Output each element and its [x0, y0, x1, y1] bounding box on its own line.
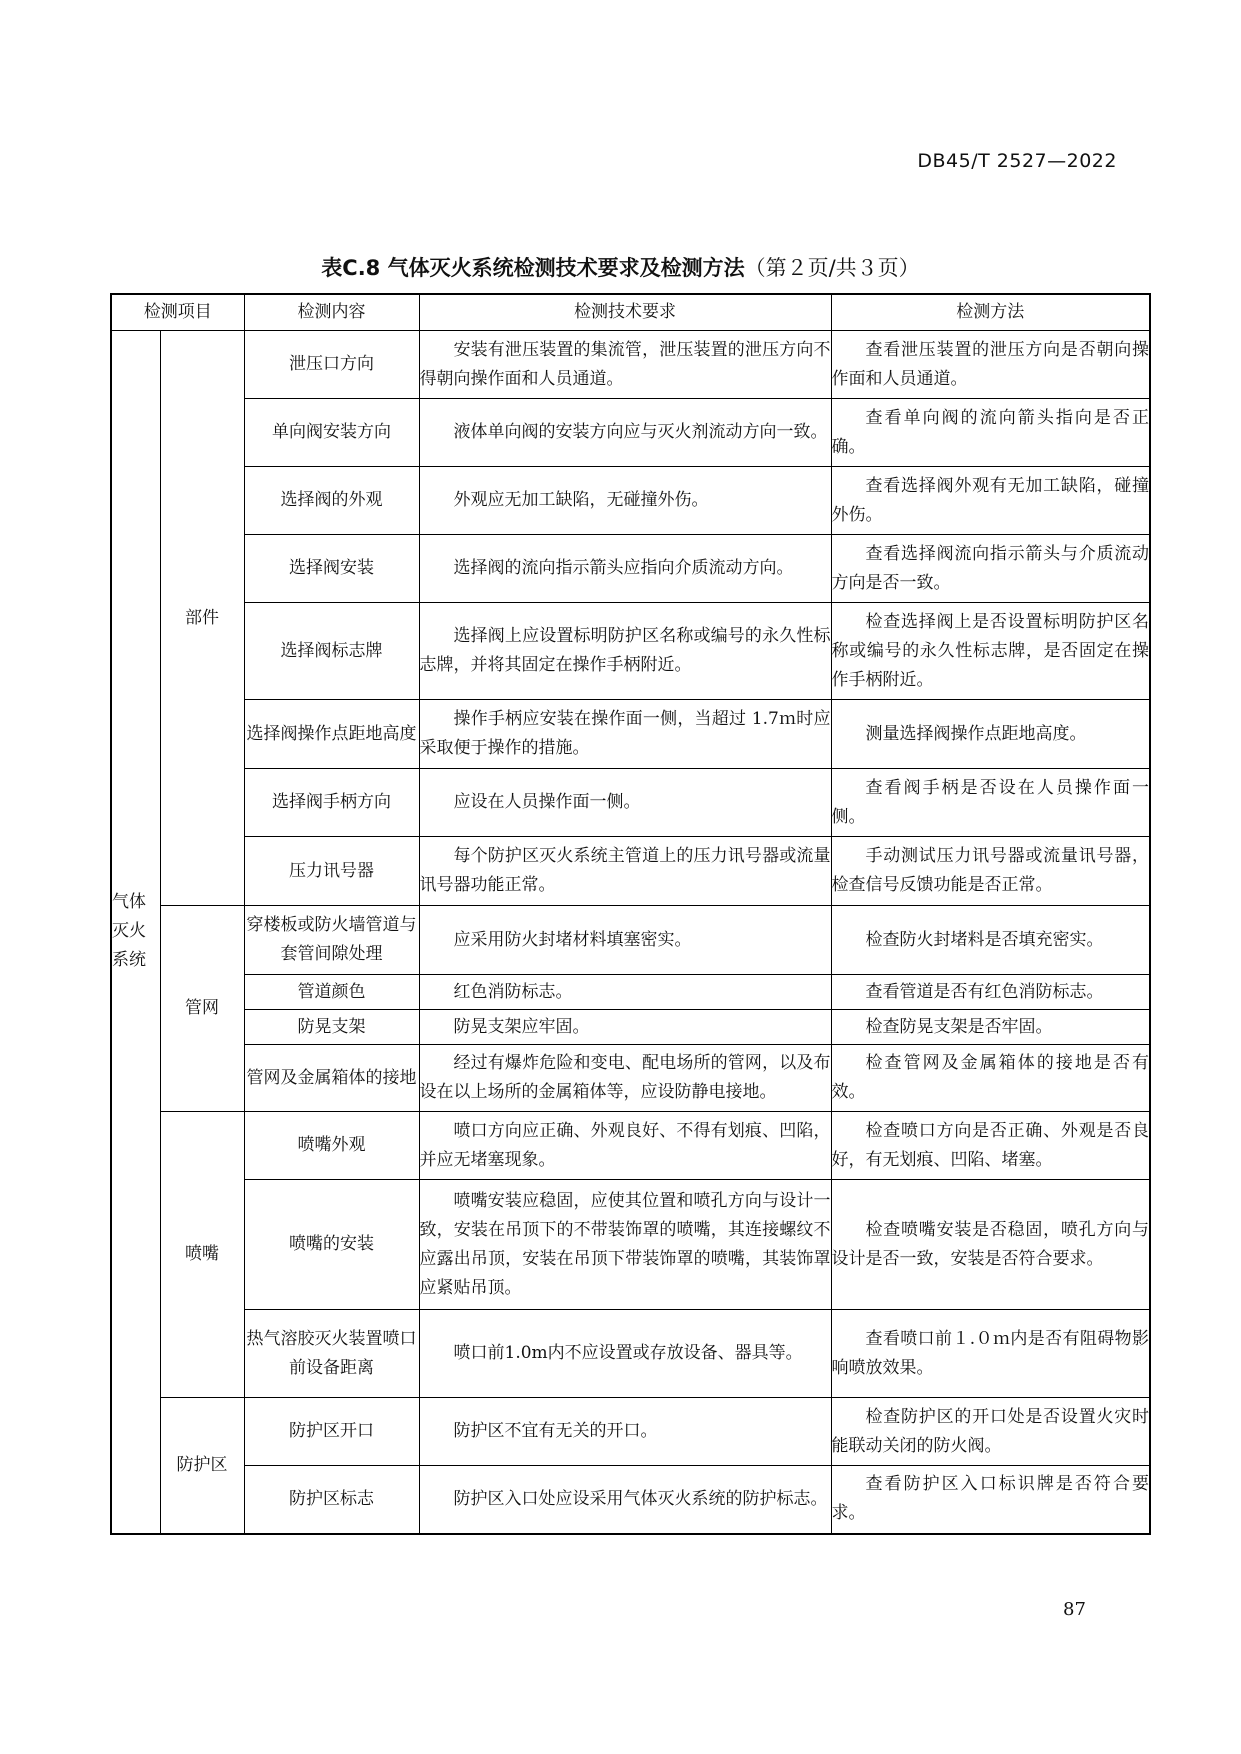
requirement-cell: 防晃支架应牢固。 — [419, 1010, 831, 1045]
column-header-method: 检测方法 — [831, 294, 1150, 331]
table-row — [111, 1010, 1150, 1045]
table-caption — [0, 252, 1241, 282]
method-cell: 查看泄压装置的泄压方向是否朝向操作面和人员通道。 — [831, 331, 1150, 399]
requirement-cell: 操作手柄应安装在操作面一侧，当超过 1.7ｍ时应采取便于操作的措施。 — [419, 700, 831, 769]
content-cell: 管道颜色 — [244, 975, 419, 1010]
content-cell: 选择阀安装 — [244, 535, 419, 603]
requirement-cell: 防护区入口处应设采用气体灭火系统的防护标志。 — [419, 1466, 831, 1534]
column-header-item: 检测项目 — [111, 294, 244, 331]
table-row — [111, 1398, 1150, 1466]
method-cell: 查看阀手柄是否设在人员操作面一侧。 — [831, 769, 1150, 837]
group-cell-components: 部件 — [160, 331, 244, 906]
method-cell: 查看选择阀外观有无加工缺陷，碰撞外伤。 — [831, 467, 1150, 535]
method-cell: 检查管网及金属箱体的接地是否有效。 — [831, 1045, 1150, 1112]
content-cell: 选择阀操作点距地高度 — [244, 700, 419, 769]
group-cell-piping: 管网 — [160, 906, 244, 1112]
requirement-cell: 安装有泄压装置的集流管，泄压装置的泄压方向不得朝向操作面和人员通道。 — [419, 331, 831, 399]
method-cell: 检查喷嘴安装是否稳固，喷孔方向与设计是否一致，安装是否符合要求。 — [831, 1180, 1150, 1310]
table-row — [111, 331, 1150, 399]
group-cell-nozzles: 喷嘴 — [160, 1112, 244, 1398]
table-row — [111, 1466, 1150, 1534]
table-row — [111, 1112, 1150, 1180]
table-row — [111, 769, 1150, 837]
content-cell: 选择阀的外观 — [244, 467, 419, 535]
requirement-cell: 液体单向阀的安装方向应与灭火剂流动方向一致。 — [419, 399, 831, 467]
method-cell: 检查防火封堵料是否填充密实。 — [831, 906, 1150, 975]
method-cell: 测量选择阀操作点距地高度。 — [831, 700, 1150, 769]
table-row — [111, 975, 1150, 1010]
method-cell: 查看选择阀流向指示箭头与介质流动方向是否一致。 — [831, 535, 1150, 603]
inspection-table — [110, 293, 1151, 1535]
system-name-cell: 气体灭火系统 — [111, 331, 160, 1534]
content-cell: 防晃支架 — [244, 1010, 419, 1045]
method-cell: 手动测试压力讯号器或流量讯号器，检查信号反馈功能是否正常。 — [831, 837, 1150, 906]
table-row — [111, 1045, 1150, 1112]
content-cell: 防护区开口 — [244, 1398, 419, 1466]
requirement-cell: 喷口方向应正确、外观良好、不得有划痕、凹陷，并应无堵塞现象。 — [419, 1112, 831, 1180]
table-row — [111, 837, 1150, 906]
method-cell: 检查选择阀上是否设置标明防护区名称或编号的永久性标志牌，是否固定在操作手柄附近。 — [831, 603, 1150, 700]
method-cell: 检查防晃支架是否牢固。 — [831, 1010, 1150, 1045]
content-cell: 压力讯号器 — [244, 837, 419, 906]
method-cell: 查看管道是否有红色消防标志。 — [831, 975, 1150, 1010]
requirement-cell: 经过有爆炸危险和变电、配电场所的管网，以及布设在以上场所的金属箱体等，应设防静电接地。 — [419, 1045, 831, 1112]
content-cell: 热气溶胶灭火装置喷口前设备距离 — [244, 1310, 419, 1398]
method-cell: 查看防护区入口标识牌是否符合要求。 — [831, 1466, 1150, 1534]
table-row — [111, 1180, 1150, 1310]
requirement-cell: 应采用防火封堵材料填塞密实。 — [419, 906, 831, 975]
method-cell: 查看喷口前１.０ｍ内是否有阻碍物影响喷放效果。 — [831, 1310, 1150, 1398]
requirement-cell: 喷口前1.0m内不应设置或存放设备、器具等。 — [419, 1310, 831, 1398]
method-cell: 查看单向阀的流向箭头指向是否正确。 — [831, 399, 1150, 467]
content-cell: 穿楼板或防火墙管道与套管间隙处理 — [244, 906, 419, 975]
page-number: 87 — [1063, 1599, 1086, 1620]
content-cell: 管网及金属箱体的接地 — [244, 1045, 419, 1112]
method-cell: 检查防护区的开口处是否设置火灾时能联动关闭的防火阀。 — [831, 1398, 1150, 1466]
content-cell: 喷嘴外观 — [244, 1112, 419, 1180]
table-page-indicator: （第２页/共３页） — [744, 256, 920, 280]
table-row — [111, 399, 1150, 467]
content-cell: 单向阀安装方向 — [244, 399, 419, 467]
content-cell: 防护区标志 — [244, 1466, 419, 1534]
requirement-cell: 应设在人员操作面一侧。 — [419, 769, 831, 837]
requirement-cell: 选择阀上应设置标明防护区名称或编号的永久性标志牌，并将其固定在操作手柄附近。 — [419, 603, 831, 700]
requirement-cell: 喷嘴安装应稳固，应使其位置和喷孔方向与设计一致，安装在吊顶下的不带装饰罩的喷嘴，其连接螺纹不应露出吊顶，安装在吊顶下带装饰罩的喷嘴，其装饰罩应紧贴吊顶。 — [419, 1180, 831, 1310]
group-cell-protected-zone: 防护区 — [160, 1398, 244, 1534]
table-row — [111, 1310, 1150, 1398]
table-row — [111, 906, 1150, 975]
requirement-cell: 红色消防标志。 — [419, 975, 831, 1010]
requirement-cell: 防护区不宜有无关的开口。 — [419, 1398, 831, 1466]
content-cell: 泄压口方向 — [244, 331, 419, 399]
content-cell: 选择阀手柄方向 — [244, 769, 419, 837]
column-header-requirement: 检测技术要求 — [419, 294, 831, 331]
document-code: DB45/T 2527—2022 — [917, 150, 1117, 172]
requirement-cell: 每个防护区灭火系统主管道上的压力讯号器或流量讯号器功能正常。 — [419, 837, 831, 906]
requirement-cell: 外观应无加工缺陷，无碰撞外伤。 — [419, 467, 831, 535]
content-cell: 选择阀标志牌 — [244, 603, 419, 700]
content-cell: 喷嘴的安装 — [244, 1180, 419, 1310]
table-row — [111, 535, 1150, 603]
requirement-cell: 选择阀的流向指示箭头应指向介质流动方向。 — [419, 535, 831, 603]
method-cell: 检查喷口方向是否正确、外观是否良好，有无划痕、凹陷、堵塞。 — [831, 1112, 1150, 1180]
column-header-content: 检测内容 — [244, 294, 419, 331]
table-row — [111, 603, 1150, 700]
table-header-row — [111, 294, 1150, 331]
table-row — [111, 700, 1150, 769]
table-title: 表C.8 气体灭火系统检测技术要求及检测方法 — [321, 256, 745, 280]
table-row — [111, 467, 1150, 535]
